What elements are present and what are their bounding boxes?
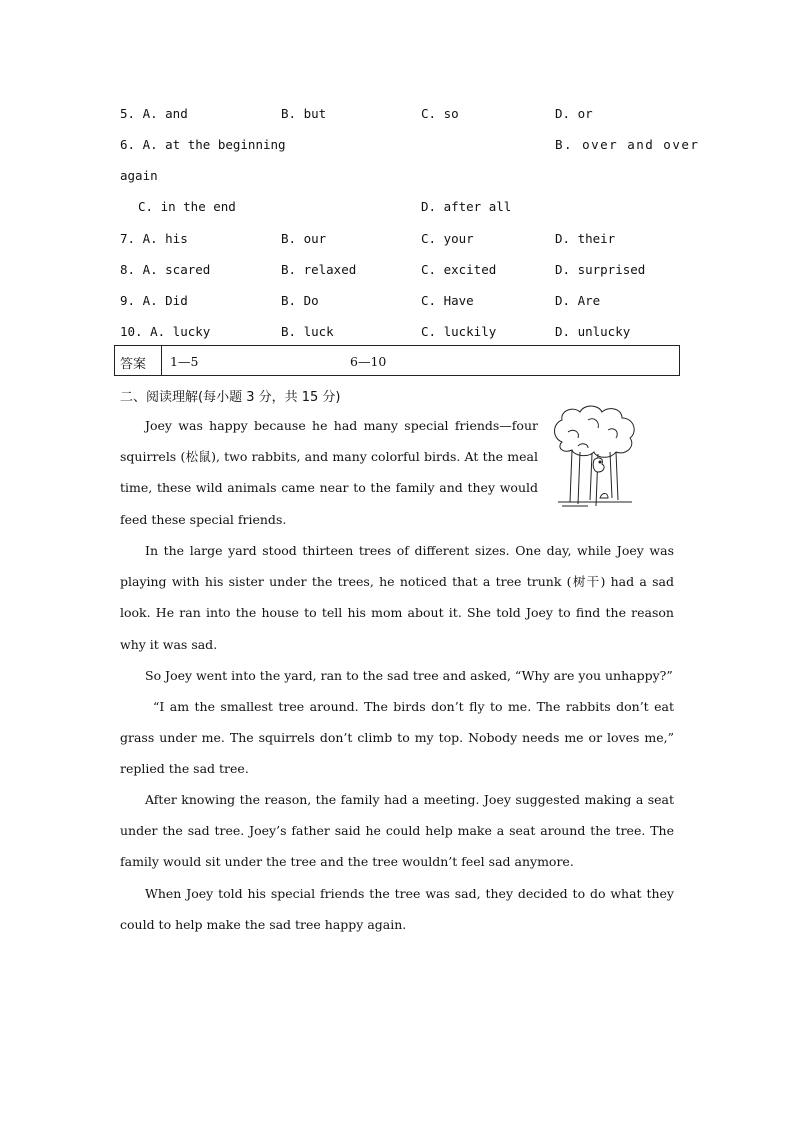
option-7c: C. your	[421, 231, 474, 246]
option-6c: C. in the end	[138, 199, 236, 214]
option-10a: 10. A. lucky	[120, 324, 211, 339]
option-10d: D. unlucky	[555, 324, 631, 339]
option-9c: C. Have	[421, 293, 474, 308]
passage-paragraph-1: Joey was happy because he had many special friends—four squirrels (松鼠), two rabbits, and many colorful birds. At the meal time, these wild animals came near to the family and they would feed these special friends.	[120, 418, 538, 527]
option-10c: C. luckily	[421, 324, 497, 339]
passage-paragraph-6: When Joey told his special friends the tree was sad, they decided to do what they could to help make the sad tree happy again.	[120, 886, 674, 933]
option-7d: D. their	[555, 231, 616, 246]
section-heading: 二、阅读理解(每小题 3 分，共 15 分)	[120, 390, 341, 405]
option-8c: C. excited	[421, 262, 497, 277]
answer-label: 答案	[120, 357, 147, 372]
passage-paragraph-2: In the large yard stood thirteen trees of different sizes. One day, while Joey was playing with his sister under the trees, he noticed that a tree trunk (树干) had a sad look. He ran into the house to tell his mom about it. She told Joey to find the reason why it was sad.	[120, 543, 674, 652]
option-5a: 5. A. and	[120, 106, 188, 121]
answer-range-6-10[interactable]: 6—10	[350, 354, 387, 369]
option-8a: 8. A. scared	[120, 262, 211, 277]
passage-paragraph-5: After knowing the reason, the family had a meeting. Joey suggested making a seat under the sad tree. Joey’s father said he could help make a seat around the tree. The family would sit under the tree and the tree wouldn’t feel sad anymore.	[120, 792, 674, 870]
option-6a: 6. A. at the beginning	[120, 137, 286, 152]
passage-paragraph-4: “I am the smallest tree around. The birds don’t fly to me. The rabbits don’t eat grass under me. The squirrels don’t climb to my top. Nobody needs me or loves me,” replied the sad tree.	[120, 699, 674, 777]
option-5c: C. so	[421, 106, 459, 121]
option-9d: D. Are	[555, 293, 601, 308]
option-10b: B. luck	[281, 324, 334, 339]
trees-illustration	[548, 402, 640, 512]
option-7a: 7. A. his	[120, 231, 188, 246]
option-7b: B. our	[281, 231, 327, 246]
option-6b-continued: again	[120, 168, 158, 183]
option-6d: D. after all	[421, 199, 512, 214]
option-8d: D. surprised	[555, 262, 646, 277]
option-9b: B. Do	[281, 293, 319, 308]
option-9a: 9. A. Did	[120, 293, 188, 308]
option-5b: B. but	[281, 106, 327, 121]
option-8b: B. relaxed	[281, 262, 357, 277]
passage-paragraph-3: So Joey went into the yard, ran to the sad tree and asked, “Why are you unhappy?”	[145, 668, 673, 683]
answer-range-1-5[interactable]: 1—5	[170, 354, 199, 369]
answer-table	[114, 345, 680, 376]
option-6b: B. over and over	[555, 137, 700, 152]
answer-divider	[161, 346, 162, 375]
option-5d: D. or	[555, 106, 593, 121]
